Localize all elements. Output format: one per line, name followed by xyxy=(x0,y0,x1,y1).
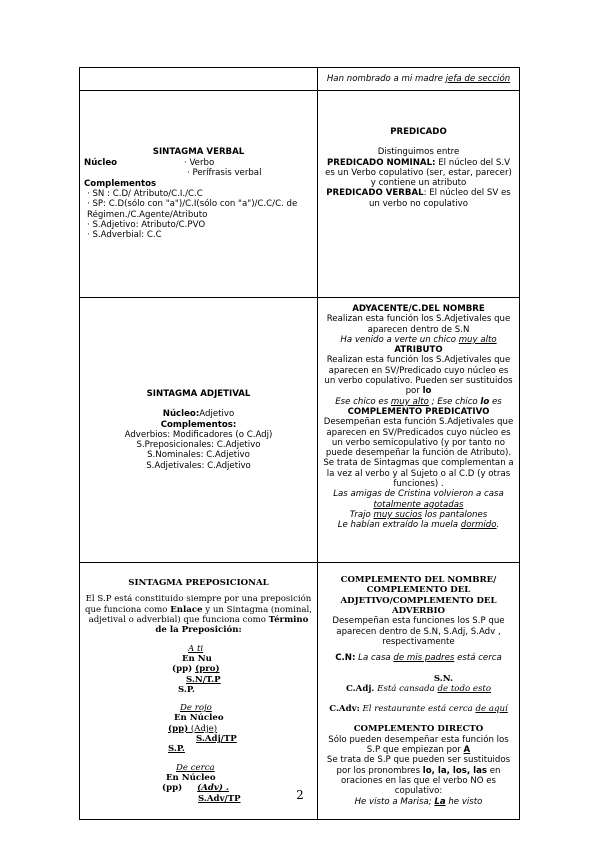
phrase-tree: A ti En Nu (pp) (pro) S.N/T.P S.P. xyxy=(172,643,221,695)
table-row xyxy=(80,68,520,91)
list-item: · S.Adverbial: C.C xyxy=(87,230,162,241)
section-title: ADYACENTE/C.DEL NOMBRE xyxy=(352,304,485,314)
sintagma-adjetival-cell: SINTAGMA ADJETIVAL Núcleo:Adjetivo Complementos: Adverbios: Modificadores (o C.Adj) S.Preposicionales: C.Adjetivo S.Nominales: C.Adjetivo S.Adjetivales: C.Adjetivo xyxy=(80,298,318,563)
list-item: · SP: C.D(sólo con "a")/C.I(sólo con "a")/C.C/C. de Régimen./C.Agente/Atributo xyxy=(87,199,298,220)
funciones-sp-cell: COMPLEMENTO DEL NOMBRE/ COMPLEMENTO DEL ADJETIVO/COMPLEMENTO DEL ADVERBIO Desempeñan esta funciones los S.P que aparecen dentro de S.N, S.Adj, S.Adv , respectivamente C.N: La casa de mis padres está cerca S.N. C.Adj. Está cansada de todo esto C.Adv: El restaurante está cerca de aquí COMPLEMENTO DIRECTO Sólo pueden desempeñar esta función los S.P que empiezan por A Se trata de S.P que pueden ser sustituidos por los pronombres lo, la, los, las en oraciones en las que el verbo NO es copulativo: He visto a Marisa; La he visto xyxy=(318,563,520,820)
complementos-label: Complementos xyxy=(84,178,157,189)
section-title: ATRIBUTO xyxy=(394,345,443,356)
section-title: PREDICADO xyxy=(390,127,447,137)
grammar-table xyxy=(79,67,520,820)
term-label: PREDICADO VERBAL xyxy=(326,188,424,199)
predicado-cell: PREDICADO Distinguimos entre PREDICADO NOMINAL: El núcleo del S.V es un Verbo copulativo (ser, estar, parecer) y contiene un atributo PREDICADO VERBAL: El núcleo del SV es un verbo no copulativo xyxy=(318,91,520,298)
table-row xyxy=(80,298,520,563)
phrase-tree: De rojo En Núcleo (pp) (Adje) S.Adj/TP S.P. xyxy=(168,703,237,755)
nucleo-label: Núcleo: xyxy=(162,409,200,420)
list-item: S.Nominales: C.Adjetivo xyxy=(147,450,250,461)
list-item: Adverbios: Modificadores (o C.Adj) xyxy=(124,429,273,440)
funciones-adjetivo-cell: ADYACENTE/C.DEL NOMBRE Realizan esta función los S.Adjetivales que aparecen dentro de S.N Ha venido a verte un chico muy alto ATRIBUTO Realizan esta función los S.Adjetivales que aparecen en SV/Predicado cuyo núcleo es un verbo copulativo. Pueden ser sustituidos por lo Ese chico es muy alto ; Ese chico lo es COMPLEMENTO PREDICATIVO Desempeñan esta función S.Adjetivales que aparecen en SV/Predicados cuyo núcleo es un verbo semicopulativo (y por tanto no puede desempeñar la función de Atributo). Se trata de Sintagmas que complementan a la vez al verbo y al Sujeto o al C.D (y otras funciones) . Las amigas de Cristina volvieron a casa totalmente agotadas Trajo muy sucios los pantalones Le habían extraído la muela dormido. xyxy=(318,298,520,563)
table-row xyxy=(80,91,520,298)
nucleo-item: · Verbo xyxy=(184,157,215,168)
nucleo-label: Núcleo xyxy=(84,157,118,168)
list-item: · S.Adjetivo: Atributo/C.PVO xyxy=(87,219,206,230)
list-item: S.Preposicionales: C.Adjetivo xyxy=(136,440,261,451)
table-row xyxy=(80,563,520,820)
section-title: COMPLEMENTO DIRECTO xyxy=(353,724,484,735)
phrase-tree: De cerca En Núcleo (pp) (Adv) . S.Adv/TP xyxy=(162,762,241,804)
section-title: SINTAGMA ADJETIVAL xyxy=(146,388,251,399)
section-title: COMPLEMENTO PREDICATIVO xyxy=(347,406,490,417)
list-item: S.Adjetivales: C.Adjetivo xyxy=(146,460,251,471)
section-title: SINTAGMA VERBAL xyxy=(152,147,245,158)
term-label: PREDICADO NOMINAL: xyxy=(326,157,436,168)
table-cell-empty xyxy=(80,68,318,91)
list-item: · SN : C.D/ Atributo/C.I./C.C xyxy=(87,189,203,200)
section-title: COMPLEMENTO DEL NOMBRE/ COMPLEMENTO DEL ADJETIVO/COMPLEMENTO DEL ADVERBIO xyxy=(340,575,497,617)
example-cell: Han nombrado a mi madre jefa de sección xyxy=(318,68,520,91)
nucleo-item: · Perífrasis verbal xyxy=(187,167,262,178)
page-number: 2 xyxy=(296,788,304,802)
sintagma-preposicional-cell: SINTAGMA PREPOSICIONAL El S.P está constituido siempre por una preposición que funciona como Enlace y un Sintagma (nominal, adjetival o adverbial) que funciona como Término de la Preposición: A ti En Nu (pp) (pro) S.N/T.P S.P. De rojo En Núcleo (pp) (Adje) S.Adj/TP S.P. De cerca En Núcleo (pp) (Adv) . S.Adv/TP xyxy=(80,563,318,820)
sintagma-verbal-cell xyxy=(80,91,318,298)
section-title: SINTAGMA PREPOSICIONAL xyxy=(128,578,269,589)
complementos-label: Complementos: xyxy=(160,419,237,430)
